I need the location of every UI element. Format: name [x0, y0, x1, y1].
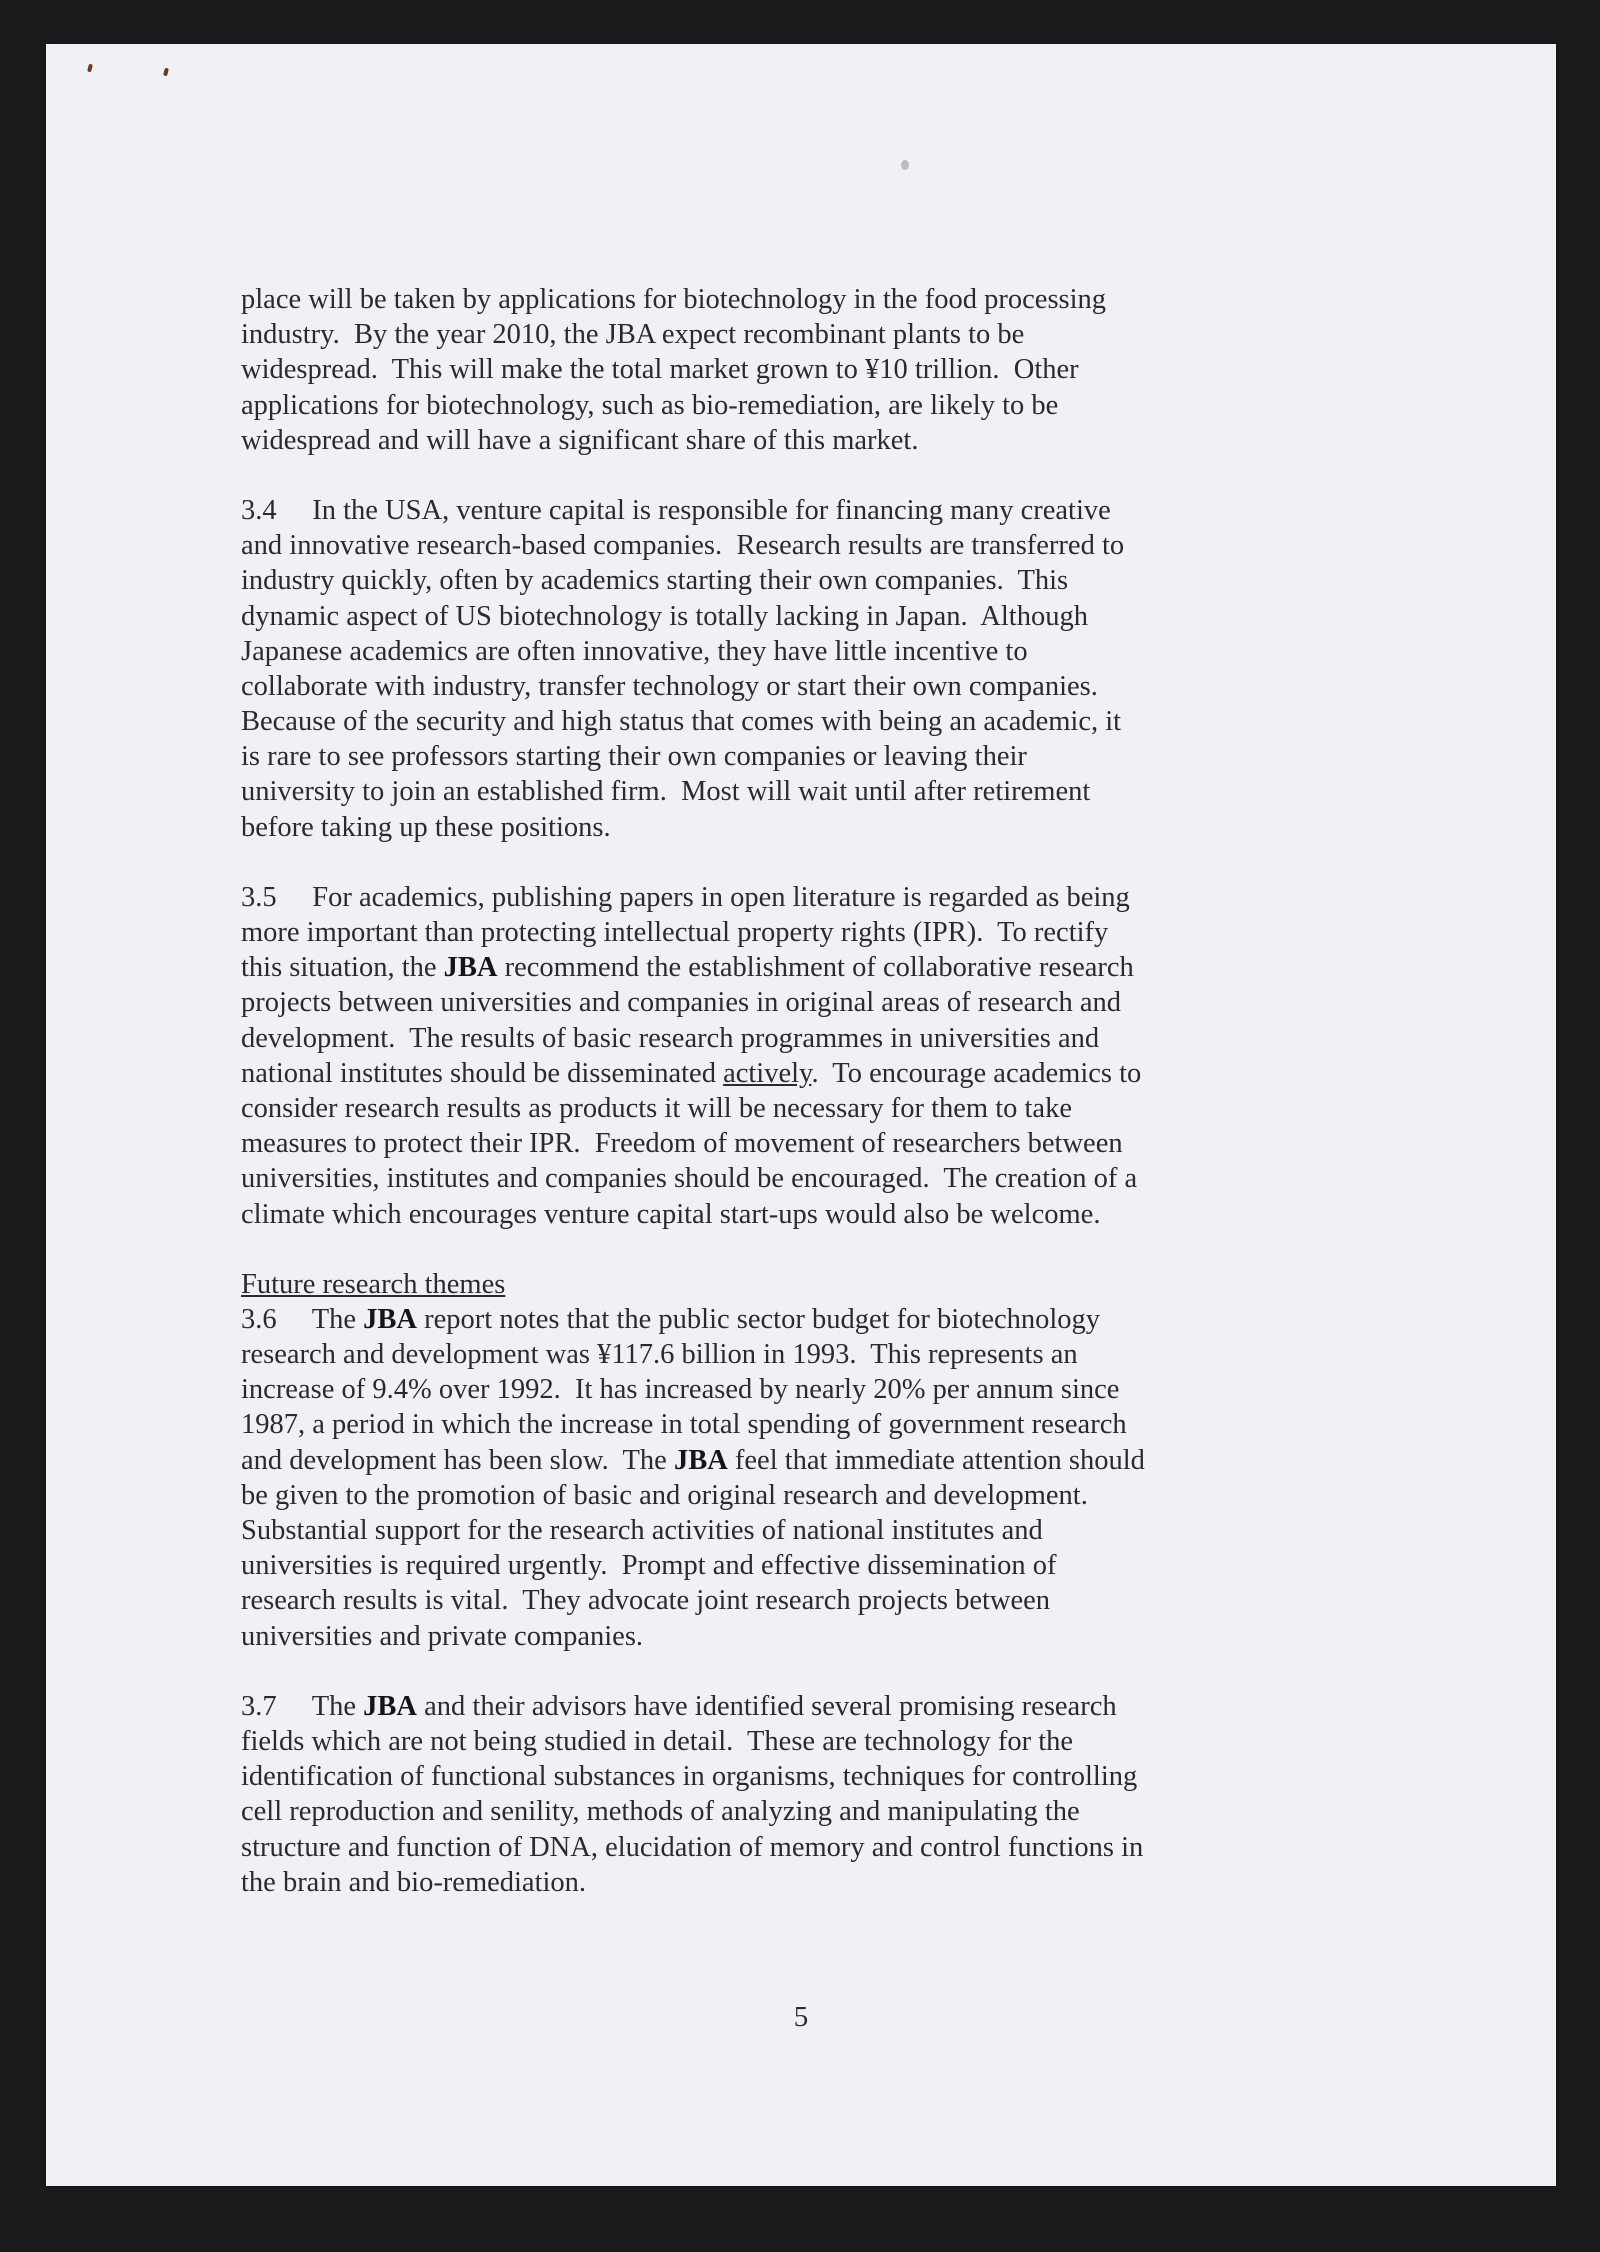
text-line: Substantial support for the research activities of national institutes and: [241, 1515, 1043, 1546]
text-line: widespread. This will make the total market grown to ¥10 trillion. Other: [241, 354, 1079, 386]
text-line: Because of the security and high status that comes with being an academic, it: [241, 706, 1122, 738]
text-line: dynamic aspect of US biotechnology is totally lacking in Japan. Although: [241, 600, 1088, 632]
document-body: [241, 282, 1421, 1900]
text-line: universities is required urgently. Prompt and effective dissemination of: [241, 1550, 1057, 1582]
paragraph-3-6: [241, 1302, 1421, 1654]
paragraph-3-4: [241, 493, 1421, 845]
text-line: 1987, a period in which the increase in total spending of government research: [241, 1409, 1127, 1441]
text-line: and development has been slow. The JBA feel that immediate attention should: [241, 1444, 1145, 1476]
text-line: be given to the promotion of basic and original research and development.: [241, 1479, 1088, 1511]
text-line: industry quickly, often by academics starting their own companies. This: [241, 565, 1069, 597]
text-line: applications for biotechnology, such as bio-remediation, are likely to be: [241, 389, 1059, 421]
text-line: university to join an established firm. Most will wait until after retirement: [241, 776, 1091, 808]
text-line: increase of 9.4% over 1992. It has increased by nearly 20% per annum since: [241, 1374, 1120, 1406]
hole-punch-mark: [163, 68, 169, 77]
text-line: the brain and bio-remediation.: [241, 1866, 587, 1898]
paragraph-3-7: [241, 1689, 1421, 1900]
page-speck: [901, 160, 909, 170]
text-line: 3.5 For academics, publishing papers in open literature is regarded as being: [241, 881, 1130, 913]
text-line: measures to protect their IPR. Freedom of movement of researchers between: [241, 1128, 1123, 1160]
text-line: and innovative research-based companies. Research results are transferred to: [241, 530, 1125, 562]
text-line: projects between universities and companies in original areas of research and: [241, 987, 1121, 1019]
paragraph-3-5: [241, 880, 1421, 1232]
text-line: fields which are not being studied in detail. These are technology for the: [241, 1725, 1074, 1757]
text-line: 3.7 The JBA and their advisors have identified several promising research: [241, 1690, 1117, 1722]
page-number: 5: [793, 2001, 809, 2033]
jba-bold: JBA: [363, 1690, 418, 1722]
text-line: research and development was ¥117.6 billion in 1993. This represents an: [241, 1339, 1078, 1371]
jba-bold: JBA: [443, 952, 498, 984]
hole-punch-mark: [87, 64, 93, 73]
text-line: Japanese academics are often innovative, they have little incentive to: [241, 635, 1028, 667]
text-line: more important than protecting intellectual property rights (IPR). To rectify: [241, 917, 1109, 948]
text-line: structure and function of DNA, elucidation of memory and control functions in: [241, 1831, 1144, 1863]
text-line: universities, institutes and companies should be encouraged. The creation of a: [241, 1163, 1138, 1195]
text-line: 3.6 The JBA report notes that the public sector budget for biotechnology: [241, 1303, 1101, 1335]
text-line: widespread and will have a significant share of this market.: [241, 424, 919, 456]
text-line: national institutes should be disseminated actively. To encourage academics to: [241, 1057, 1142, 1089]
document-page: [46, 44, 1556, 2186]
text-line: before taking up these positions.: [241, 811, 611, 843]
text-line: place will be taken by applications for biotechnology in the food processing: [241, 284, 1107, 315]
text-line: is rare to see professors starting their own companies or leaving their: [241, 741, 1027, 773]
text-line: research results is vital. They advocate joint research projects between: [241, 1585, 1051, 1617]
paragraph-intro: [241, 282, 1421, 458]
text-line: cell reproduction and senility, methods of analyzing and manipulating the: [241, 1796, 1080, 1828]
text-line: collaborate with industry, transfer technology or start their own companies.: [241, 670, 1098, 702]
text-line: climate which encourages venture capital start-ups would also be welcome.: [241, 1198, 1101, 1230]
section-heading: Future research themes: [241, 1268, 506, 1300]
underlined-word: actively: [723, 1057, 812, 1089]
text-line: development. The results of basic research programmes in universities and: [241, 1022, 1100, 1054]
text-line: this situation, the JBA recommend the establishment of collaborative research: [241, 952, 1134, 984]
jba-bold: JBA: [363, 1303, 418, 1335]
jba-bold: JBA: [673, 1444, 728, 1476]
text-line: industry. By the year 2010, the JBA expect recombinant plants to be: [241, 319, 1025, 351]
text-line: universities and private companies.: [241, 1620, 644, 1652]
text-line: identification of functional substances in organisms, techniques for controlling: [241, 1761, 1138, 1793]
text-line: consider research results as products it will be necessary for them to take: [241, 1092, 1072, 1124]
text-line: 3.4 In the USA, venture capital is responsible for financing many creative: [241, 494, 1111, 526]
